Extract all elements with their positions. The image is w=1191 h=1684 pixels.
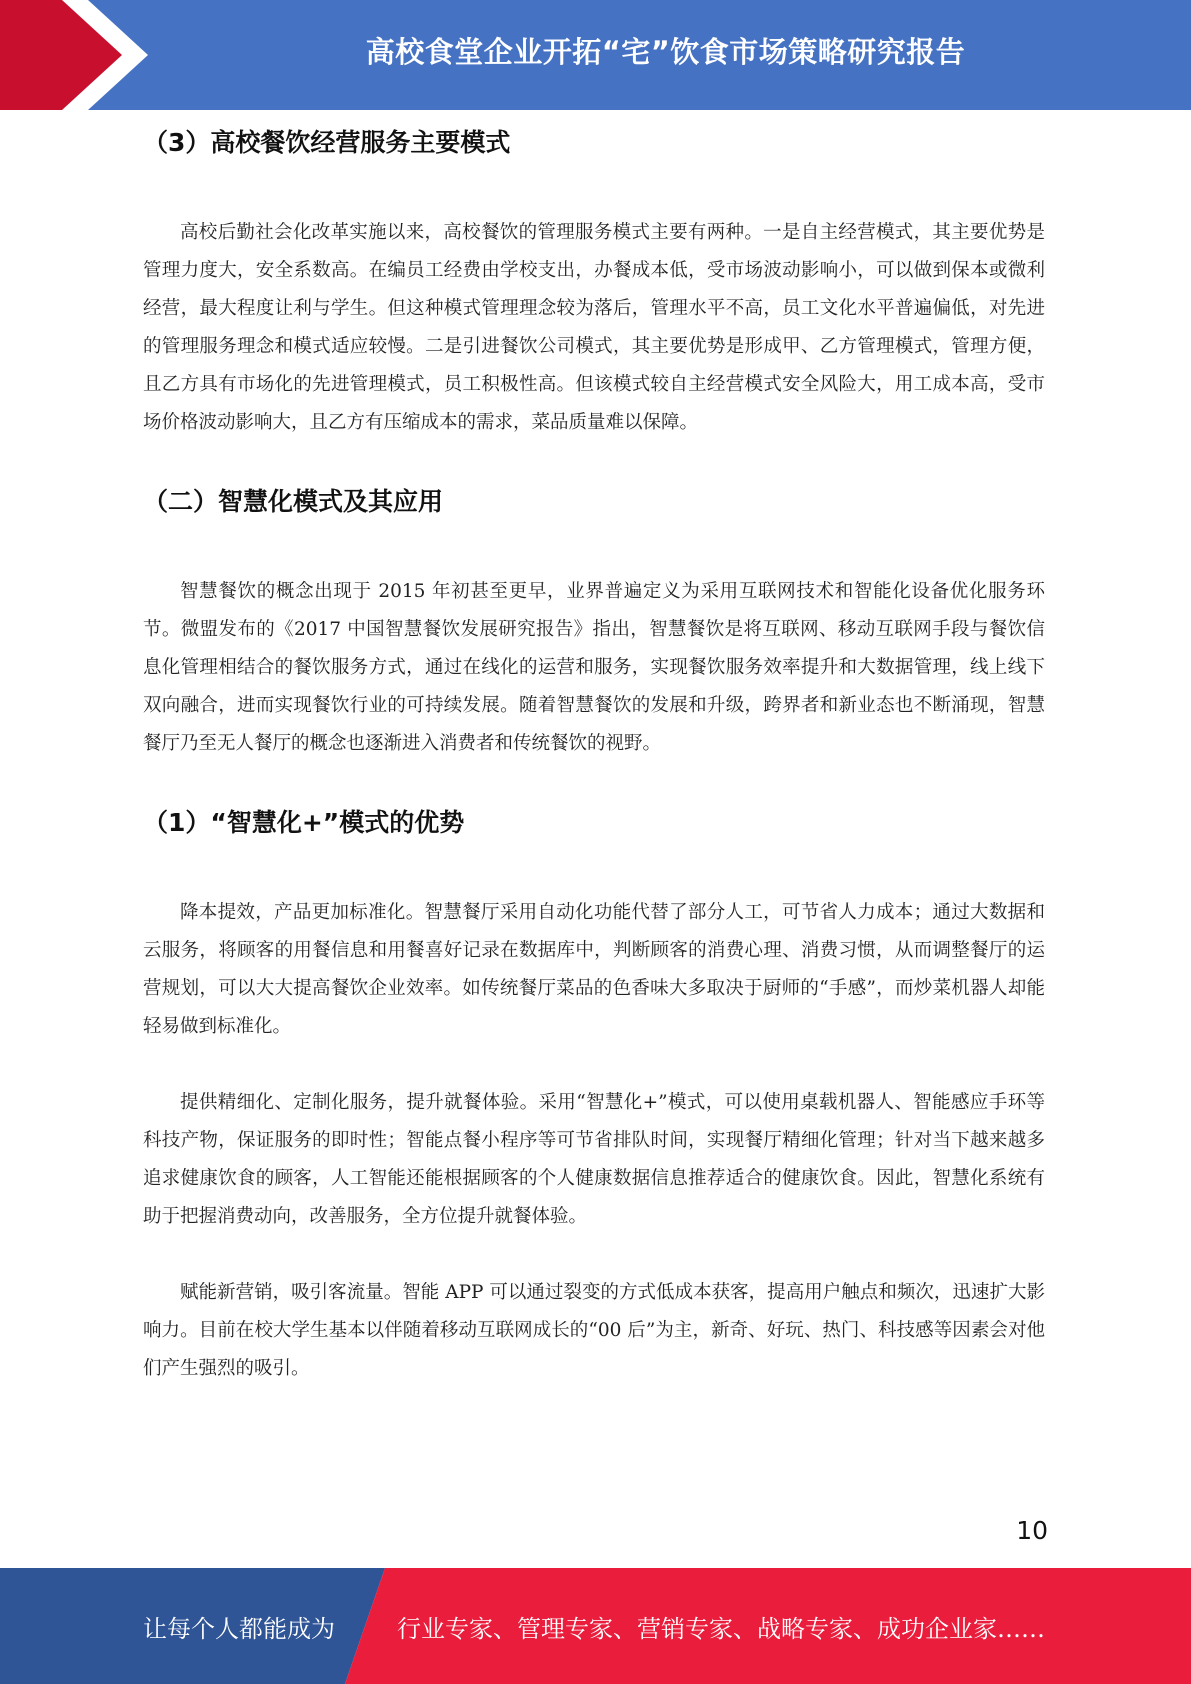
paragraph: 智慧餐饮的概念出现于 2015 年初甚至更早，业界普遍定义为采用互联网技术和智能化设备优化服务环节。微盟发布的《2017 中国智慧餐饮发展研究报告》指出，智慧餐饮是将互联网、移动互联网手段与餐饮信息化管理相结合的餐饮服务方式，通过在线化的运营和服务，实现餐饮服务效率提升和大数据管理，线上线下双向融合，进而实现餐饮行业的可持续发展。随着智慧餐饮的发展和升级，跨界者和新业态也不断涌现，智慧餐厅乃至无人餐厅的概念也逐渐进入消费者和传统餐饮的视野。	[143, 581, 1045, 754]
page-header	[0, 0, 1191, 110]
paragraph: 赋能新营销，吸引客流量。智能 APP 可以通过裂变的方式低成本获客，提高用户触点和频次，迅速扩大影响力。目前在校大学生基本以伴随着移动互联网成长的“00 后”为主，新奇、好玩、热门、科技感等因素会对他们产生强烈的吸引。	[143, 1282, 1045, 1379]
section-heading: （1）“智慧化+”模式的优势	[143, 808, 465, 837]
page-content	[143, 118, 1045, 1388]
section-heading: （3）高校餐饮经营服务主要模式	[143, 128, 511, 157]
page-number: 10	[1016, 1516, 1048, 1545]
page-footer	[0, 1568, 1191, 1684]
report-title: 高校食堂企业开拓“宅”饮食市场策略研究报告	[365, 34, 966, 69]
paragraph: 高校后勤社会化改革实施以来，高校餐饮的管理服务模式主要有两种。一是自主经营模式，其主要优势是管理力度大，安全系数高。在编员工经费由学校支出，办餐成本低，受市场波动影响小，可以做到保本或微利经营，最大程度让利与学生。但这种模式管理理念较为落后，管理水平不高，员工文化水平普遍偏低，对先进的管理服务理念和模式适应较慢。二是引进餐饮公司模式，其主要优势是形成甲、乙方管理模式，管理方便，且乙方具有市场化的先进管理模式，员工积极性高。但该模式较自主经营模式安全风险大，用工成本高，受市场价格波动影响大，且乙方有压缩成本的需求，菜品质量难以保障。	[143, 222, 1045, 433]
section-heading: （二）智慧化模式及其应用	[143, 487, 444, 516]
paragraph: 提供精细化、定制化服务，提升就餐体验。采用“智慧化+”模式，可以使用桌载机器人、智能感应手环等科技产物，保证服务的即时性；智能点餐小程序等可节省排队时间，实现餐厅精细化管理；针对当下越来越多追求健康饮食的顾客，人工智能还能根据顾客的个人健康数据信息推荐适合的健康饮食。因此，智慧化系统有助于把握消费动向，改善服务，全方位提升就餐体验。	[143, 1092, 1045, 1227]
footer-slogan-left: 让每个人都能成为	[143, 1614, 335, 1643]
header-chevron-decoration	[0, 0, 160, 110]
paragraph: 降本提效，产品更加标准化。智慧餐厅采用自动化功能代替了部分人工，可节省人力成本；通过大数据和云服务，将顾客的用餐信息和用餐喜好记录在数据库中，判断顾客的消费心理、消费习惯，从而调整餐厅的运营规划，可以大大提高餐饮企业效率。如传统餐厅菜品的色香味大多取决于厨师的“手感”，而炒菜机器人却能轻易做到标准化。	[143, 902, 1045, 1037]
footer-slogan-right: 行业专家、管理专家、营销专家、战略专家、成功企业家……	[397, 1614, 1045, 1643]
